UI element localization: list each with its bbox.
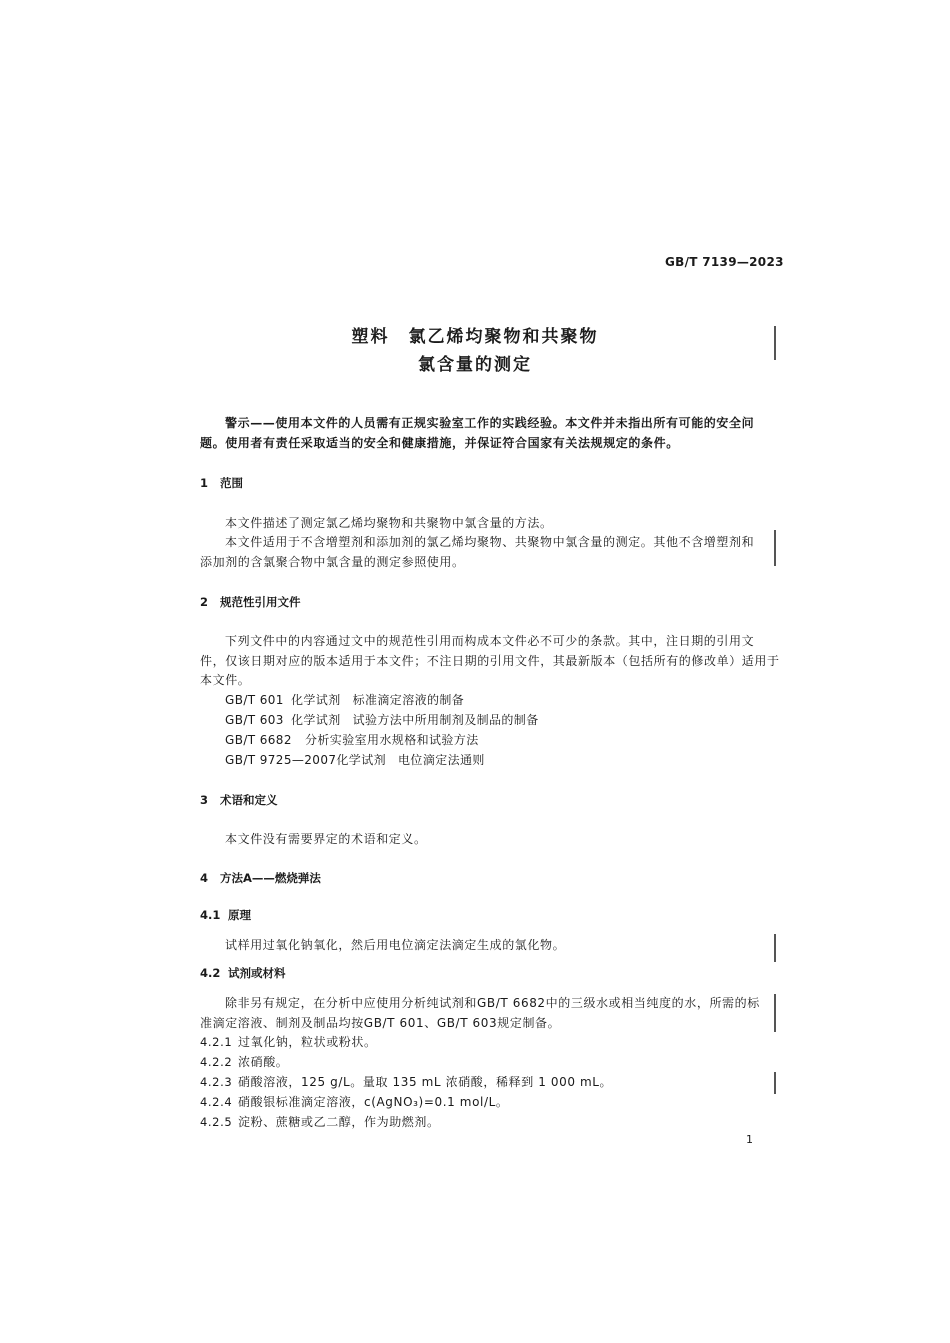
- item-text: 过氧化钠，粒状或粉状。: [238, 1035, 377, 1049]
- paragraph: 本文件描述了测定氯乙烯均聚物和共聚物中氯含量的方法。: [225, 516, 553, 530]
- document-title-line1: 塑料 氯乙烯均聚物和共聚物: [351, 327, 599, 347]
- section-number: 3: [200, 793, 209, 807]
- paragraph: 除非另有规定，在分析中应使用分析纯试剂和GB/T 6682中的三级水或相当纯度的水，所需的标: [225, 996, 760, 1010]
- reference-category: 化学试剂: [336, 753, 387, 767]
- change-bar: [774, 1072, 776, 1094]
- section-title: 范围: [220, 476, 243, 490]
- reference-code: GB/T 603: [225, 713, 284, 727]
- reference-code: GB/T 9725—2007: [225, 753, 337, 767]
- section-number: 4: [200, 871, 209, 885]
- list-item: [200, 1033, 377, 1050]
- item-number: 4.2.4: [200, 1095, 233, 1109]
- paragraph: 准滴定溶液、制剂及制品均按GB/T 601、GB/T 603规定制备。: [200, 1016, 561, 1030]
- section-title: 试剂或材料: [228, 966, 286, 980]
- list-item: [200, 1053, 288, 1070]
- item-number: 4.2.2: [200, 1055, 233, 1069]
- warning-line1: 警示——使用本文件的人员需有正规实验室工作的实践经验。本文件并未指出所有可能的安全问: [225, 416, 755, 430]
- section-title: 术语和定义: [220, 793, 278, 807]
- item-number: 4.2.1: [200, 1035, 233, 1049]
- reference-item: [225, 731, 479, 748]
- section-title: 规范性引用文件: [220, 595, 301, 609]
- section-3-heading: [200, 792, 278, 808]
- document-title-line2: 氯含量的测定: [418, 355, 532, 375]
- reference-item: [225, 691, 464, 708]
- section-number: 4.1: [200, 908, 221, 922]
- page-number: 1: [746, 1133, 753, 1146]
- reference-code: GB/T 6682: [225, 733, 292, 747]
- section-number: 1: [200, 476, 209, 490]
- paragraph: 本文件没有需要界定的术语和定义。: [225, 832, 427, 846]
- reference-item: [225, 751, 485, 768]
- reference-title: 试验方法中所用制剂及制品的制备: [352, 713, 539, 727]
- reference-category: 化学试剂: [291, 693, 341, 707]
- list-item: [200, 1073, 612, 1090]
- section-4-heading: [200, 870, 321, 886]
- reference-title: 分析实验室用水规格和试验方法: [305, 733, 479, 747]
- item-text: 浓硝酸。: [238, 1055, 289, 1069]
- paragraph: 件，仅该日期对应的版本适用于本文件；不注日期的引用文件，其最新版本（包括所有的修改单）适用于: [200, 654, 780, 668]
- paragraph: 下列文件中的内容通过文中的规范性引用而构成本文件必不可少的条款。其中，注日期的引用文: [225, 634, 755, 648]
- item-text: 硝酸溶液，125 g/L。量取 135 mL 浓硝酸，稀释到 1 000 mL。: [238, 1075, 613, 1089]
- section-2-heading: [200, 594, 301, 610]
- section-number: 4.2: [200, 966, 221, 980]
- reference-code: GB/T 601: [225, 693, 284, 707]
- change-bar: [774, 326, 776, 360]
- section-title: 原理: [228, 908, 251, 922]
- item-text: 淀粉、蔗糖或乙二醇，作为助燃剂。: [238, 1115, 440, 1129]
- warning-line2: 题。使用者有责任采取适当的安全和健康措施，并保证符合国家有关法规规定的条件。: [200, 436, 679, 450]
- paragraph: 本文件。: [200, 673, 251, 687]
- item-number: 4.2.5: [200, 1115, 233, 1129]
- standard-code: GB/T 7139—2023: [665, 255, 784, 269]
- subsection-4-2-heading: [200, 965, 286, 981]
- list-item: [200, 1113, 440, 1130]
- change-bar: [774, 934, 776, 962]
- subsection-4-1-heading: [200, 907, 251, 923]
- item-text: 硝酸银标准滴定溶液，c(AgNO₃)=0.1 mol/L。: [238, 1095, 509, 1109]
- paragraph: 添加剂的含氯聚合物中氯含量的测定参照使用。: [200, 555, 465, 569]
- change-bar: [774, 530, 776, 566]
- section-number: 2: [200, 595, 209, 609]
- list-item: [200, 1093, 508, 1110]
- item-number: 4.2.3: [200, 1075, 233, 1089]
- reference-title: 电位滴定法通则: [398, 753, 485, 767]
- change-bar: [774, 994, 776, 1032]
- paragraph: 试样用过氧化钠氧化，然后用电位滴定法滴定生成的氯化物。: [225, 938, 566, 952]
- reference-item: [225, 711, 539, 728]
- paragraph: 本文件适用于不含增塑剂和添加剂的氯乙烯均聚物、共聚物中氯含量的测定。其他不含增塑剂和: [225, 535, 755, 549]
- section-1-heading: [200, 475, 243, 491]
- section-title: 方法A——燃烧弹法: [220, 871, 321, 885]
- reference-category: 化学试剂: [291, 713, 341, 727]
- reference-title: 标准滴定溶液的制备: [352, 693, 465, 707]
